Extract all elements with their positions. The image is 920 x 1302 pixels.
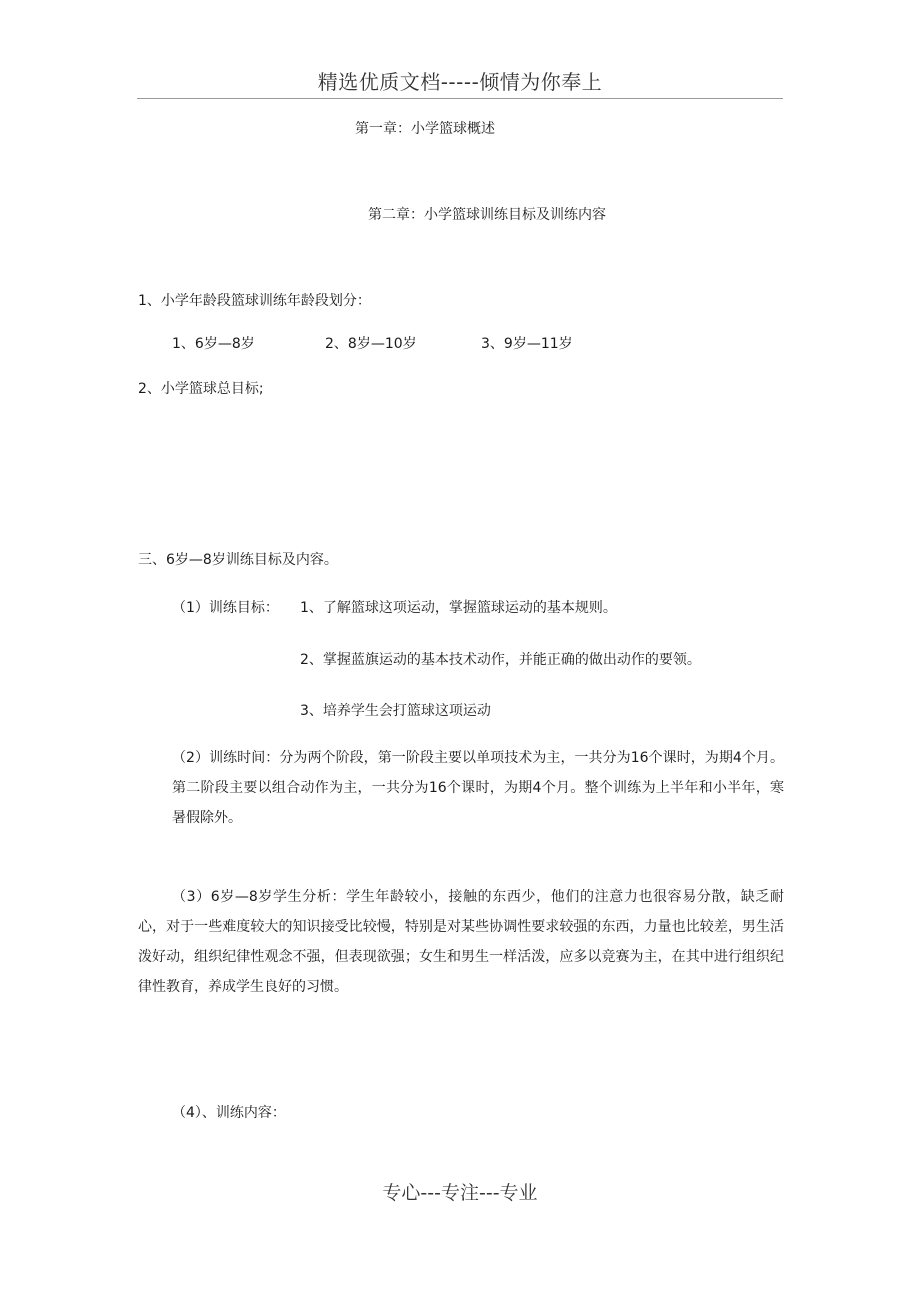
chapter-1-heading: 第一章：小学篮球概述 — [355, 121, 495, 137]
section-1-heading: 1、小学年龄段篮球训练年龄段划分： — [138, 293, 371, 309]
goal-item-2: 2、掌握蓝旗运动的基本技术动作，并能正确的做出动作的要领。 — [300, 652, 701, 668]
age-range-1: 1、6岁—8岁 — [172, 336, 255, 352]
training-content-label: （4）、训练内容： — [172, 1105, 286, 1121]
section-2-heading: 2、小学篮球总目标; — [138, 381, 264, 397]
chapter-2-heading: 第二章：小学篮球训练目标及训练内容 — [368, 207, 606, 223]
goals-label: （1）训练目标： — [172, 600, 279, 616]
training-time-paragraph: （2）训练时间：分为两个阶段，第一阶段主要以单项技术为主，一共分为16个课时，为期4个月。第二阶段主要以组合动作为主，一共分为16个课时，为期4个月。整个训练为上半年和小半年，寒暑假除外。 — [172, 750, 784, 826]
age-range-2: 2、8岁—10岁 — [325, 336, 417, 352]
header-divider — [137, 98, 783, 99]
header-title: 精选优质文档-----倾情为你奉上 — [317, 70, 603, 94]
student-analysis-paragraph: （3）6岁—8岁学生分析：学生年龄较小，接触的东西少，他们的注意力也很容易分散，缺乏耐心，对于一些难度较大的知识接受比较慢，特别是对某些协调性要求较强的东西，力量也比较差，男生活泼好动，组织纪律性观念不强，但表现欲强；女生和男生一样活泼，应多以竞赛为主，在其中进行组织纪律性教育，养成学生良好的习惯。 — [138, 889, 784, 995]
goal-item-3: 3、培养学生会打篮球这项运动 — [300, 703, 491, 719]
section-3-heading: 三、6岁—8岁训练目标及内容。 — [138, 552, 338, 568]
age-range-3: 3、9岁—11岁 — [481, 336, 573, 352]
goal-item-1: 1、了解篮球这项运动，掌握篮球运动的基本规则。 — [300, 600, 617, 616]
footer-text: 专心---专注---专业 — [382, 1182, 538, 1204]
